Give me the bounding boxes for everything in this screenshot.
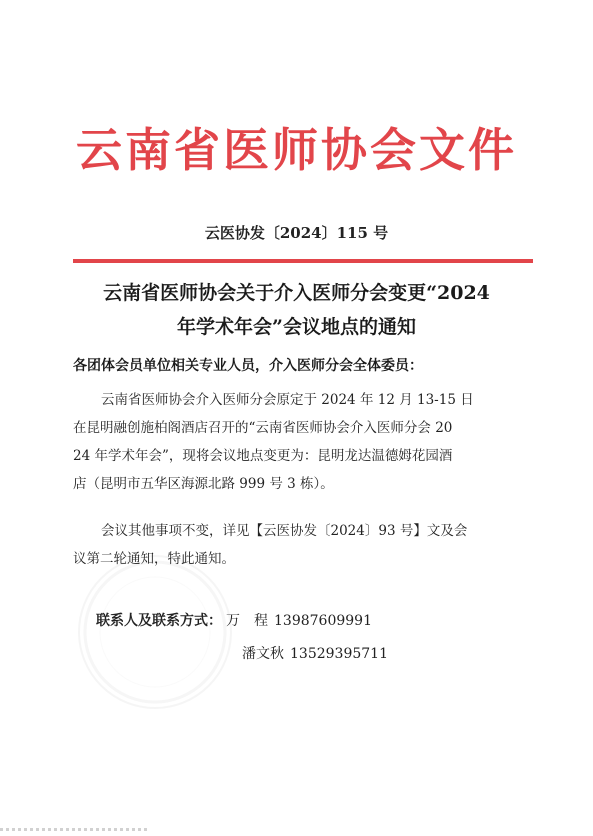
contact-phone: 13529395711 <box>290 646 388 662</box>
paragraph-line: 24 年学术年会”，现将会议地点变更为：昆明龙达温德姆花园酒 <box>73 448 453 464</box>
contact-row-1 <box>96 610 372 632</box>
document-number: 云医协发〔2024〕115 号 <box>204 224 389 242</box>
document-masthead: 云南省医师协会文件 <box>76 123 517 177</box>
contact-name: 万 程 <box>226 613 268 629</box>
paragraph-venue-change <box>73 386 543 498</box>
contact-row-2 <box>242 643 388 665</box>
paragraph-line: 会议其他事项不变，详见【云医协发〔2024〕93 号】文及会 <box>101 523 468 539</box>
notice-title-line-2: 年学术年会”会议地点的通知 <box>177 316 416 338</box>
scan-edge-mark <box>0 828 150 831</box>
paragraph-other-matters <box>73 517 543 573</box>
red-divider-line <box>73 259 533 263</box>
contact-label: 联系人及联系方式： <box>96 613 222 629</box>
notice-title <box>60 276 533 344</box>
contact-phone: 13987609991 <box>274 613 372 629</box>
paragraph-line: 店（昆明市五华区海源北路 999 号 3 栋）。 <box>73 476 334 492</box>
paragraph-line: 议第二轮通知，特此通知。 <box>73 551 235 567</box>
paragraph-line: 云南省医师协会介入医师分会原定于 2024 年 12 月 13-15 日 <box>101 392 474 408</box>
salutation: 各团体会员单位相关专业人员，介入医师分会全体委员： <box>73 358 423 374</box>
contact-name: 潘文秋 <box>242 646 284 662</box>
notice-title-line-1: 云南省医师协会关于介入医师分会变更“2024 <box>103 282 490 304</box>
paragraph-line: 在昆明融创施柏阁酒店召开的“云南省医师协会介入医师分会 20 <box>73 420 453 436</box>
seal-icon <box>78 555 232 709</box>
